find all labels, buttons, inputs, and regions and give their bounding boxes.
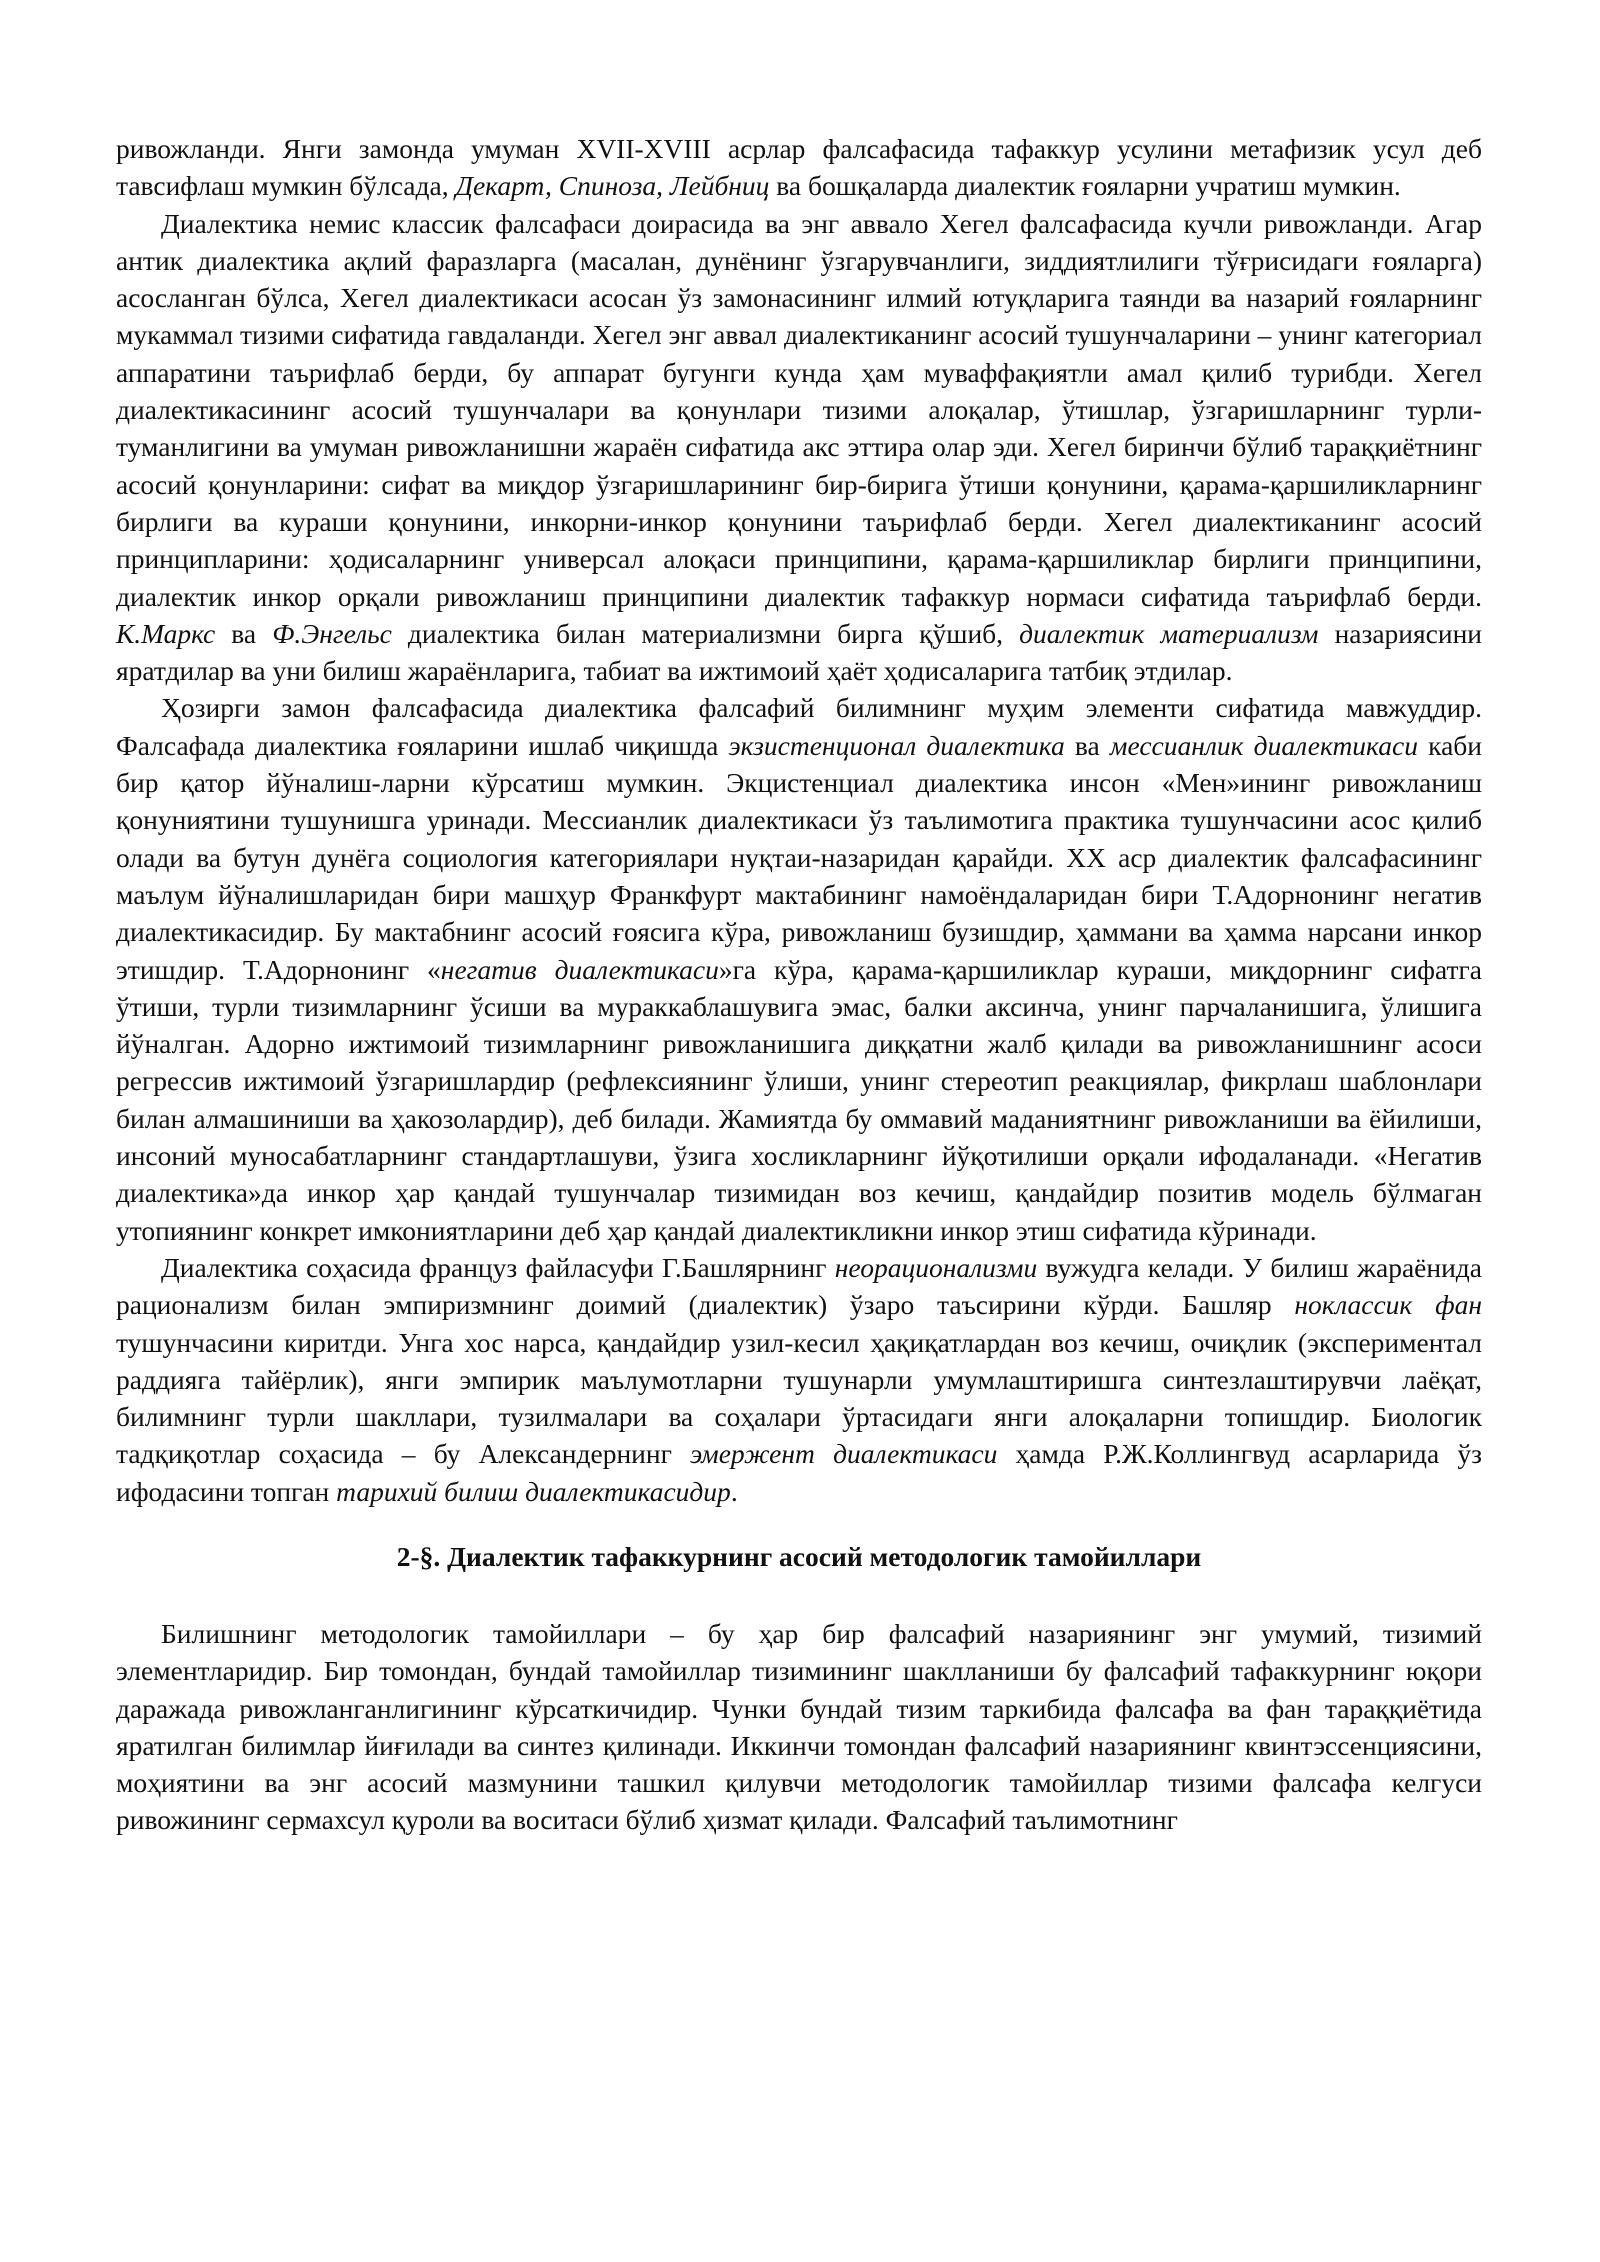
paragraph bbox=[116, 1615, 1482, 1839]
text-run: ва бошқаларда диалектик ғояларни учратиш мумкин. bbox=[769, 170, 1401, 202]
paragraph bbox=[116, 130, 1482, 205]
body-text-bottom bbox=[116, 1615, 1482, 1839]
text-run: Диалектика соҳасида француз файласуфи Г.Башлярнинг bbox=[161, 1251, 835, 1283]
text-run: диалектика билан материализмни бирга қўшиб, bbox=[391, 617, 1020, 649]
text-run: »га кўра, қарама-қаршиликлар кураши, миқдорнинг сифатга ўтиши, турли тизимларнинг ўсиши ва мураккаблашувига эмас, балки аксинча, унинг парчаланишига, ўлишига йўналган. Адорно ижтимоий тизимларнинг ривожланишига диққатни жалб қилади ва ривожланишнинг асоси регрессив ижтимоий ўзгаришлардир (рефлексиянинг ўлиши, унинг стереотип реакциялар, фикрлаш шаблонлари билан алмашиниши ва ҳакозолардир), деб билади. Жамиятда бу оммавий маданиятнинг ривожланиши ва ёйилиши, инсоний муносабатларнинг стандартлашуви, ўзига хосликларнинг йўқотилиши орқали ифодаланади. «Негатив диалектика»да инкор ҳар қандай тушунчалар тизимидан воз кечиш, қандайдир позитив модель бўлмаган утопиянинг конкрет имкониятларини деб ҳар қандай диалектикликни инкор этиш сифатида кўринади. bbox=[116, 953, 1482, 1246]
italic-term: экзистенционал диалектика bbox=[728, 729, 1065, 761]
text-run: вужудга келади. У билиш жараёнида рационализм билан эмпиризмнинг доимий (диалектик) ўзаро таъсирини кўрди. Башляр bbox=[116, 1251, 1482, 1321]
paragraph bbox=[116, 1249, 1482, 1510]
italic-term: диалектик материализм bbox=[1019, 617, 1319, 649]
text-run: ривожланди. Янги замонда умуман XVII-XVIII асрлар фалсафасида тафаккур усулини метафизик усул деб тавсифлаш мумкин бўлсада, bbox=[116, 133, 1482, 202]
italic-term: Ф.Энгельс bbox=[272, 617, 392, 649]
italic-term: неорационализми bbox=[834, 1251, 1038, 1283]
text-run: Диалектика немис классик фалсафаси доирасида ва энг аввало Хегел фалсафасида кучли ривожланди. Агар антик диалектика ақлий фаразларга (масалан, дунёнинг ўзгарувчанлиги, зиддиятлилиги тўғрисидаги ғояларга) асосланган бўлса, Хегел диалектикаси асосан ўз замонасининг илмий ютуқларига таянди ва назарий ғояларнинг мукаммал тизими сифатида гавдаланди. Хегел энг аввал диалектиканинг асосий тушунчаларини – унинг категориал аппаратини таърифлаб берди, бу аппарат бугунги кунда ҳам муваффақиятли амал қилиб турибди. Хегел диалектикасининг асосий тушунчалари ва қонунлари тизими алоқалар, ўтишлар, ўзгаришларнинг турли-туманлигини ва умуман ривожланишни жараён сифатида акс эттира олар эди. Хегел биринчи бўлиб тараққиётнинг асосий қонунларини: сифат ва миқдор ўзгаришларининг бир-бирига ўтиши қонунини, қарама-қаршиликларнинг бирлиги ва кураши қонунини, инкорни-инкор қонунини таърифлаб берди. Хегел диалектиканинг асосий принципларини: ҳодисаларнинг универсал алоқаси принципини, қарама-қаршиликлар бирлиги принципини, диалектик инкор орқали ривожланиш принципини диалектик тафаккур нормаси сифатида таърифлаб берди. bbox=[116, 207, 1482, 612]
text-run: . bbox=[730, 1475, 738, 1507]
text-run: Билишнинг методологик тамойиллари – бу ҳар бир фалсафий назариянинг энг умумий, тизимий элементларидир. Бир томондан, бундай тамойиллар тизимининг шаклланиши бу фалсафий тафаккурнинг юқори даражада ривожланганлигининг кўрсаткичидир. Чунки бундай тизим таркибида фалсафа ва фан тараққиётида яратилган билимлар йиғилади ва синтез қилинади. Иккинчи томондан фалсафий назариянинг квинтэссенциясини, моҳиятини ва энг асосий мазмунини ташкил қилувчи методологик тамойиллар тизими фалсафа келгуси ривожининг сермахсул қуроли ва воситаси бўлиб ҳизмат қилади. Фалсафий таълимотнинг bbox=[116, 1617, 1482, 1836]
paragraph bbox=[116, 205, 1482, 690]
italic-term: ноклассик фан bbox=[1294, 1289, 1482, 1321]
text-run: ва bbox=[1064, 729, 1110, 761]
italic-term: мессианлик диалектикаси bbox=[1109, 729, 1418, 761]
paragraph bbox=[116, 689, 1482, 1248]
italic-term: негатив диалектикаси bbox=[440, 953, 719, 985]
body-text-top bbox=[116, 130, 1482, 1510]
italic-term: Декарт, Спиноза, Лейбниц bbox=[455, 170, 770, 202]
text-run: тушунчасини киритди. Унга хос нарса, қандайдир узил-кесил ҳақиқатлардан воз кечиш, очиқлик (экспериментал раддияга тайёрлик), янги эмпирик маълумотларни тушунарли умумлаштиришга синтезлаштирувчи лаёқат, билимнинг турли шакллари, тузилмалари ва соҳалари ўртасидаги янги алоқаларни топишдир. Биологик тадқиқотлар соҳасида – бу Александернинг bbox=[116, 1326, 1482, 1470]
text-run: каби бир қатор йўналиш-ларни кўрсатиш мумкин. Экцистенциал диалектика инсон «Мен»ининг ривожланиш қонуниятини тушунишга уринади. Мессианлик диалектикаси ўз таълимотига практика тушунчасини асос қилиб олади ва бутун дунёга социология категориялари нуқтаи-назаридан қарайди. XX аср диалектик фалсафасининг маълум йўналишларидан бири машҳур Франкфурт мактабининг намоёндаларидан бири Т.Адорнонинг негатив диалектикасидир. Бу мактабнинг асосий ғоясига кўра, ривожланиш бузишдир, ҳаммани ва ҳамма нарсани инкор этишдир. Т.Адорнонинг « bbox=[116, 729, 1482, 985]
section-heading: 2-§. Диалектик тафаккурнинг асосий методологик тамойиллари bbox=[396, 1540, 1202, 1572]
text-run: ва bbox=[215, 617, 273, 649]
italic-term: тарихий билиш диалектикасидир bbox=[336, 1475, 731, 1507]
text-run: ҳамда Р.Ж.Коллингвуд асарларида ўз ифодасини топган bbox=[116, 1438, 1482, 1507]
italic-term: эмержент диалектикаси bbox=[690, 1438, 998, 1470]
text-run: Ҳозирги замон фалсафасида диалектика фалсафий билимнинг муҳим элементи сифатида мавжуддир. Фалсафада диалектика ғояларини ишлаб чиқишда bbox=[116, 692, 1482, 761]
text-run: назариясини яратдилар ва уни билиш жараёнларига, табиат ва ижтимоий ҳаёт ҳодисаларига татбиқ этдилар. bbox=[116, 617, 1483, 687]
italic-term: К.Маркс bbox=[116, 617, 216, 649]
